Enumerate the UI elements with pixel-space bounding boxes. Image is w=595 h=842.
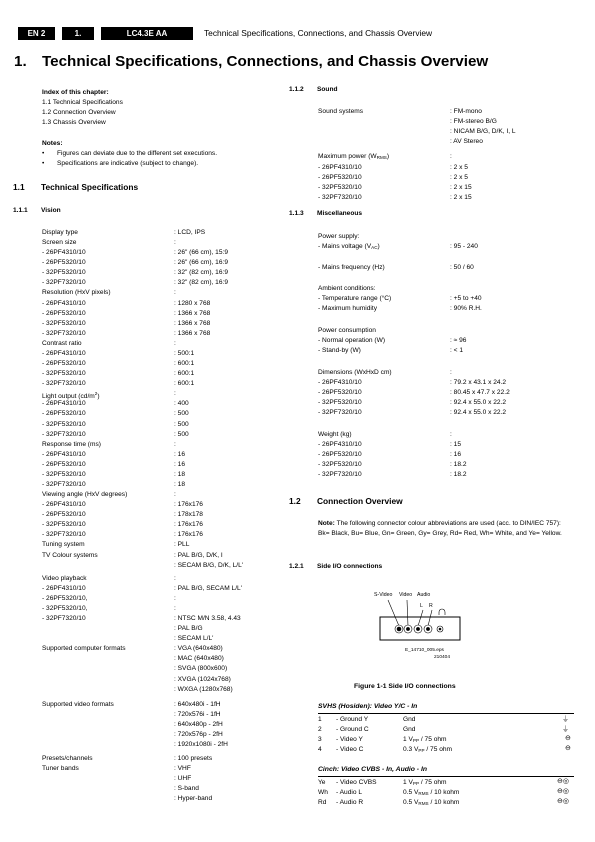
cinch-table-title: Cinch: Video CVBS - In, Audio - In xyxy=(318,766,427,773)
spec-value: : FM-stereo B/G xyxy=(450,118,497,126)
spec-label: TV Colour systems xyxy=(42,551,98,559)
pin-signal: - Video C xyxy=(336,746,364,753)
spec-value: : 92.4 x 55.0 x 22.2 xyxy=(450,399,507,406)
spec-label: - 32PF7320/10 xyxy=(318,193,362,201)
notes-title: Notes: xyxy=(42,140,63,147)
spec-label: - 26PF5320/10 xyxy=(318,389,362,396)
spec-label: - 32PF5320/10 xyxy=(318,183,362,191)
spec-label: Tuner bands xyxy=(42,765,79,773)
spec-label: - 26PF4310/10 xyxy=(42,249,86,257)
input-cinch-icon: ⊖◎ xyxy=(557,778,569,785)
spec-label: - Mains frequency (Hz) xyxy=(318,264,385,271)
spec-value: : NICAM B/G, D/K, I, L xyxy=(450,128,516,136)
chapter-number-badge: 1. xyxy=(62,27,94,40)
spec-value: : NTSC M/N 3.58, 4.43 xyxy=(174,615,241,623)
spec-value: : VGA (640x480) xyxy=(174,645,223,653)
spec-label: - Stand-by (W) xyxy=(318,347,361,354)
input-arrow-icon: ⊖ xyxy=(565,745,571,752)
connection-note: Note: The following connector colour abbreviations are used (acc. to DIN/IEC 757): Bk= Black, Bu= Blue, Gn= Green, Gy= Grey, Rd= Red, Wh= White, and Ye= Yellow. xyxy=(318,520,562,537)
input-cinch-icon: ⊖◎ xyxy=(557,788,569,795)
spec-label: - 32PF5320/10 xyxy=(318,399,362,406)
spec-value: : MAC (640x480) xyxy=(174,655,224,663)
spec-label: Supported computer formats xyxy=(42,645,126,653)
ground-icon: ⏚ xyxy=(562,726,569,733)
pin-id: 4 xyxy=(318,746,322,753)
spec-value: : xyxy=(174,390,176,398)
spec-label: Viewing angle (HxV degrees) xyxy=(42,491,128,499)
spec-label: - 26PF5320/10 xyxy=(42,309,86,317)
spec-label: Power consumption xyxy=(318,327,376,334)
spec-value: : 2 x 15 xyxy=(450,193,472,201)
spec-value: : 400 xyxy=(174,400,189,408)
spec-value: : VHF xyxy=(174,765,191,773)
spec-label: - 32PF5320/10 xyxy=(42,370,86,378)
spec-value: : 500 xyxy=(174,410,189,418)
spec-value: : < 1 xyxy=(450,347,464,354)
section-1-2-1-heading: 1.2.1 Side I/O connections xyxy=(289,563,383,570)
index-title: Index of this chapter: xyxy=(42,89,109,96)
spec-label: - 26PF5320/10 xyxy=(42,360,86,368)
spec-label: Maximum power $(W_{RMS})$ xyxy=(318,153,390,161)
spec-value: : 1366 x 768 xyxy=(174,309,211,317)
spec-label: - 32PF5320/10 xyxy=(42,521,86,529)
pin-spec: 0.5 $V_{RMS} / 10$ kohm xyxy=(403,789,460,796)
section-1-2-heading: 1.2 Connection Overview xyxy=(289,496,403,506)
spec-label: - 26PF5320/10, xyxy=(42,594,88,602)
spec-label: Dimensions (WxHxD cm) xyxy=(318,369,392,376)
spec-label: - Normal operation (W) xyxy=(318,337,386,344)
note-item: • Figures can deviate due to the different set executions. xyxy=(42,150,218,157)
spec-label: - 26PF4310/10 xyxy=(318,163,362,171)
spec-value: : PLL xyxy=(174,541,190,549)
spec-value: : 1366 x 768 xyxy=(174,319,211,327)
chapter-title-text: Technical Specifications, Connections, and Chassis Overview xyxy=(42,53,489,70)
spec-value: : 26" (66 cm), 15:9 xyxy=(174,249,229,257)
spec-value: : 600:1 xyxy=(174,370,195,378)
cinch-title-rule xyxy=(318,776,574,777)
bullet-icon: • xyxy=(42,160,45,167)
spec-value: : 2 x 5 xyxy=(450,163,468,171)
page-number-badge: EN 2 xyxy=(18,27,55,40)
spec-value: : Hyper-band xyxy=(174,795,213,803)
spec-value: : 500:1 xyxy=(174,349,195,357)
spec-label: - 32PF7320/10 xyxy=(318,471,362,478)
spec-label: Weight (kg) xyxy=(318,431,352,438)
spec-value: : ≈ 96 xyxy=(450,337,467,344)
spec-value: : 16 xyxy=(174,450,185,458)
ground-icon: ⏚ xyxy=(562,716,569,723)
svhs-table-title: SVHS (Hosiden): Video Y/C - In xyxy=(318,703,418,710)
model-badge: LC4.3E AA xyxy=(101,27,193,40)
spec-value: : SECAM L/L' xyxy=(174,635,214,643)
index-item: 1.2 Connection Overview xyxy=(42,109,116,116)
pin-signal: - Video CVBS xyxy=(336,779,377,786)
spec-value: : WXGA (1280x768) xyxy=(174,685,233,693)
spec-label: - 32PF7320/10 xyxy=(42,430,86,438)
spec-label: - 26PF5320/10 xyxy=(318,451,362,458)
note-item: • Specifications are indicative (subject to change). xyxy=(42,160,199,167)
spec-value: : xyxy=(174,239,176,247)
spec-value: : xyxy=(174,574,176,582)
spec-value: : 2 x 5 xyxy=(450,173,468,181)
spec-label: - 26PF5320/10 xyxy=(42,259,86,267)
header-title: Technical Specifications, Connections, and Chassis Overview xyxy=(204,28,433,38)
spec-value: : xyxy=(174,289,176,297)
index-item: 1.3 Chassis Overview xyxy=(42,119,106,126)
spec-value: : 600:1 xyxy=(174,380,195,388)
spec-value: : xyxy=(174,440,176,448)
spec-label: Screen size xyxy=(42,239,77,247)
spec-value: : PAL B/G xyxy=(174,625,203,633)
figure-label-svideo: S-Video xyxy=(374,592,393,598)
pin-spec: 1 $V_{PP} / 75$ ohm xyxy=(403,736,447,743)
spec-value: : 178x178 xyxy=(174,511,203,519)
spec-label: Tuning system xyxy=(42,541,85,549)
pin-signal: - Audio R xyxy=(336,799,364,806)
pin-id: Wh xyxy=(318,789,328,796)
spec-label: - 26PF4310/10 xyxy=(318,379,362,386)
spec-value: : xyxy=(174,339,176,347)
pin-spec: Gnd xyxy=(403,716,416,723)
figure-label-video: Video xyxy=(399,592,413,598)
figure-file-id: E_14710_005.eps xyxy=(405,648,444,653)
spec-label: - 26PF4310/10 xyxy=(42,450,86,458)
spec-label: - 32PF7320/10 xyxy=(42,615,86,623)
spec-value: : 176x176 xyxy=(174,531,203,539)
input-arrow-icon: ⊖ xyxy=(565,735,571,742)
spec-value: : xyxy=(450,431,452,438)
spec-label: - 26PF4310/10 xyxy=(318,441,362,448)
pin-signal: - Audio L xyxy=(336,789,363,796)
spec-label: Presets/channels xyxy=(42,755,93,763)
spec-value: : 18 xyxy=(174,470,185,478)
spec-label: - 26PF4310/10 xyxy=(42,299,86,307)
spec-label: Ambient conditions: xyxy=(318,285,376,292)
spec-label: Power supply: xyxy=(318,233,360,240)
spec-value: : 32" (82 cm), 16:9 xyxy=(174,269,229,277)
pin-id: 3 xyxy=(318,736,322,743)
pin-spec: 0.3 $V_{PP} / 75$ ohm xyxy=(403,746,453,753)
spec-label: Contrast ratio xyxy=(42,339,82,347)
spec-label: - 32PF5320/10 xyxy=(318,461,362,468)
spec-label: - 32PF7320/10 xyxy=(42,329,86,337)
spec-value: : SECAM B/G, D/K, L/L' xyxy=(174,561,244,569)
spec-value: : 640x480p - 2fH xyxy=(174,720,223,728)
figure-label-audio: Audio xyxy=(417,592,431,598)
pin-spec: 1 $V_{PP} / 75$ ohm xyxy=(403,779,447,786)
spec-label: Supported video formats xyxy=(42,700,114,708)
spec-value: : xyxy=(450,153,452,161)
spec-value: : 1920x1080i - 2fH xyxy=(174,741,228,748)
spec-value: : 26" (66 cm), 16:9 xyxy=(174,259,229,267)
pin-signal: - Video Y xyxy=(336,736,363,743)
section-1-1-1-heading: 1.1.1 Vision xyxy=(13,207,61,214)
spec-value: : 90% R.H. xyxy=(450,305,482,312)
spec-label: - 26PF5320/10 xyxy=(42,511,86,519)
input-cinch-icon: ⊖◎ xyxy=(557,798,569,805)
pin-id: Ye xyxy=(318,779,326,786)
spec-label: - 32PF7320/10 xyxy=(42,279,86,287)
pin-id: 1 xyxy=(318,716,322,723)
spec-value: : 95 - 240 xyxy=(450,243,478,250)
spec-value: : xyxy=(450,369,452,376)
pin-spec: Gnd xyxy=(403,726,416,733)
spec-label: - 32PF7320/10 xyxy=(42,481,86,488)
spec-label: - 26PF4310/10 xyxy=(42,400,86,408)
spec-value: : 18.2 xyxy=(450,471,467,478)
spec-value: : 18.2 xyxy=(450,461,467,468)
spec-value: : S-band xyxy=(174,785,199,793)
svhs-title-rule xyxy=(318,713,574,714)
spec-value: : LCD, IPS xyxy=(174,229,206,236)
figure-caption: Figure 1-1 Side I/O connections xyxy=(354,683,456,690)
spec-value: : 2 x 15 xyxy=(450,183,472,191)
side-io-figure xyxy=(370,590,470,665)
spec-value: : 79.2 x 43.1 x 24.2 xyxy=(450,379,507,386)
spec-value: : xyxy=(174,594,176,602)
spec-label: Light output $(cd/m^2)$ xyxy=(42,391,100,401)
spec-value: : +5 to +40 xyxy=(450,295,482,302)
spec-value: : 92.4 x 55.0 x 22.2 xyxy=(450,409,507,416)
spec-label: - 26PF4310/10 xyxy=(42,584,86,592)
spec-value: : xyxy=(174,604,176,612)
chapter-title xyxy=(14,53,488,70)
spec-value: : 720x576p - 2fH xyxy=(174,730,223,738)
spec-value: : 16 xyxy=(450,451,461,458)
spec-label: - 32PF5320/10 xyxy=(42,470,86,478)
spec-value: : xyxy=(174,491,176,499)
pin-signal: - Ground Y xyxy=(336,716,369,723)
spec-label: - 26PF5320/10 xyxy=(42,460,86,468)
spec-value: : 100 presets xyxy=(174,755,213,763)
spec-value: : SVGA (800x600) xyxy=(174,665,228,673)
side-io-panel-drawing xyxy=(370,598,470,653)
spec-label: Display type xyxy=(42,229,78,236)
spec-value: : XVGA (1024x768) xyxy=(174,675,231,683)
spec-label: - Temperature range (°C) xyxy=(318,295,392,302)
spec-value: : FM-mono xyxy=(450,108,482,115)
spec-label: - 32PF7320/10 xyxy=(318,409,362,416)
spec-value: : 15 xyxy=(450,441,461,448)
pin-spec: 0.5 $V_{RMS} / 10$ kohm xyxy=(403,799,460,806)
figure-label-l: L xyxy=(420,603,423,609)
bullet-icon: • xyxy=(42,150,45,157)
figure-label-r: R xyxy=(429,603,433,609)
spec-label: Video playback xyxy=(42,574,87,582)
pin-id: Rd xyxy=(318,799,327,806)
spec-value: : 176x176 xyxy=(174,501,203,509)
spec-value: : 80.45 x 47.7 x 22.2 xyxy=(450,389,510,396)
spec-value: : AV Stereo xyxy=(450,138,483,146)
spec-label: - Maximum humidity xyxy=(318,305,377,312)
spec-label: - 26PF5320/10 xyxy=(42,410,86,418)
spec-label: - 32PF5320/10 xyxy=(42,269,86,277)
section-1-1-heading: 1.1 Technical Specifications xyxy=(13,182,139,192)
spec-label: - 32PF5320/10, xyxy=(42,604,88,612)
spec-value: : 16 xyxy=(174,460,185,468)
section-1-1-3-heading: 1.1.3 Miscellaneous xyxy=(289,210,363,217)
index-item: 1.1 Technical Specifications xyxy=(42,99,123,106)
spec-label: - Mains voltage $(V_{AC})$ xyxy=(318,243,380,250)
spec-label: - 32PF7320/10 xyxy=(42,531,86,539)
spec-value: : 720x576i - 1fH xyxy=(174,710,221,718)
spec-value: : PAL B/G, SECAM L/L' xyxy=(174,584,242,592)
spec-value: : 500 xyxy=(174,430,189,438)
spec-value: : 18 xyxy=(174,481,185,488)
spec-label: Resolution (HxV pixels) xyxy=(42,289,111,297)
spec-value: : 1280 x 768 xyxy=(174,299,211,307)
pin-id: 2 xyxy=(318,726,322,733)
spec-value: : PAL B/G, D/K, I xyxy=(174,551,223,559)
chapter-number: 1. xyxy=(14,53,27,70)
spec-label: - 26PF4310/10 xyxy=(42,349,86,357)
pin-signal: - Ground C xyxy=(336,726,369,733)
spec-value: : 176x176 xyxy=(174,521,203,529)
figure-date: 210404 xyxy=(434,655,451,660)
section-1-1-2-heading: 1.1.2 Sound xyxy=(289,86,338,93)
spec-value: : UHF xyxy=(174,775,192,783)
spec-value: : 50 / 60 xyxy=(450,264,474,271)
spec-label: Response time (ms) xyxy=(42,440,101,448)
spec-label: Sound systems xyxy=(318,108,364,115)
spec-label: - 26PF5320/10 xyxy=(318,173,362,181)
spec-value: : 1366 x 768 xyxy=(174,329,211,337)
spec-value: : 640x480i - 1fH xyxy=(174,700,221,708)
spec-label: - 32PF5320/10 xyxy=(42,420,86,428)
spec-value: : 32" (82 cm), 16:9 xyxy=(174,279,229,287)
spec-label: - 32PF7320/10 xyxy=(42,380,86,388)
spec-value: : 600:1 xyxy=(174,360,195,368)
spec-value: : 500 xyxy=(174,420,189,428)
spec-label: - 32PF5320/10 xyxy=(42,319,86,327)
spec-label: - 26PF4310/10 xyxy=(42,501,86,509)
